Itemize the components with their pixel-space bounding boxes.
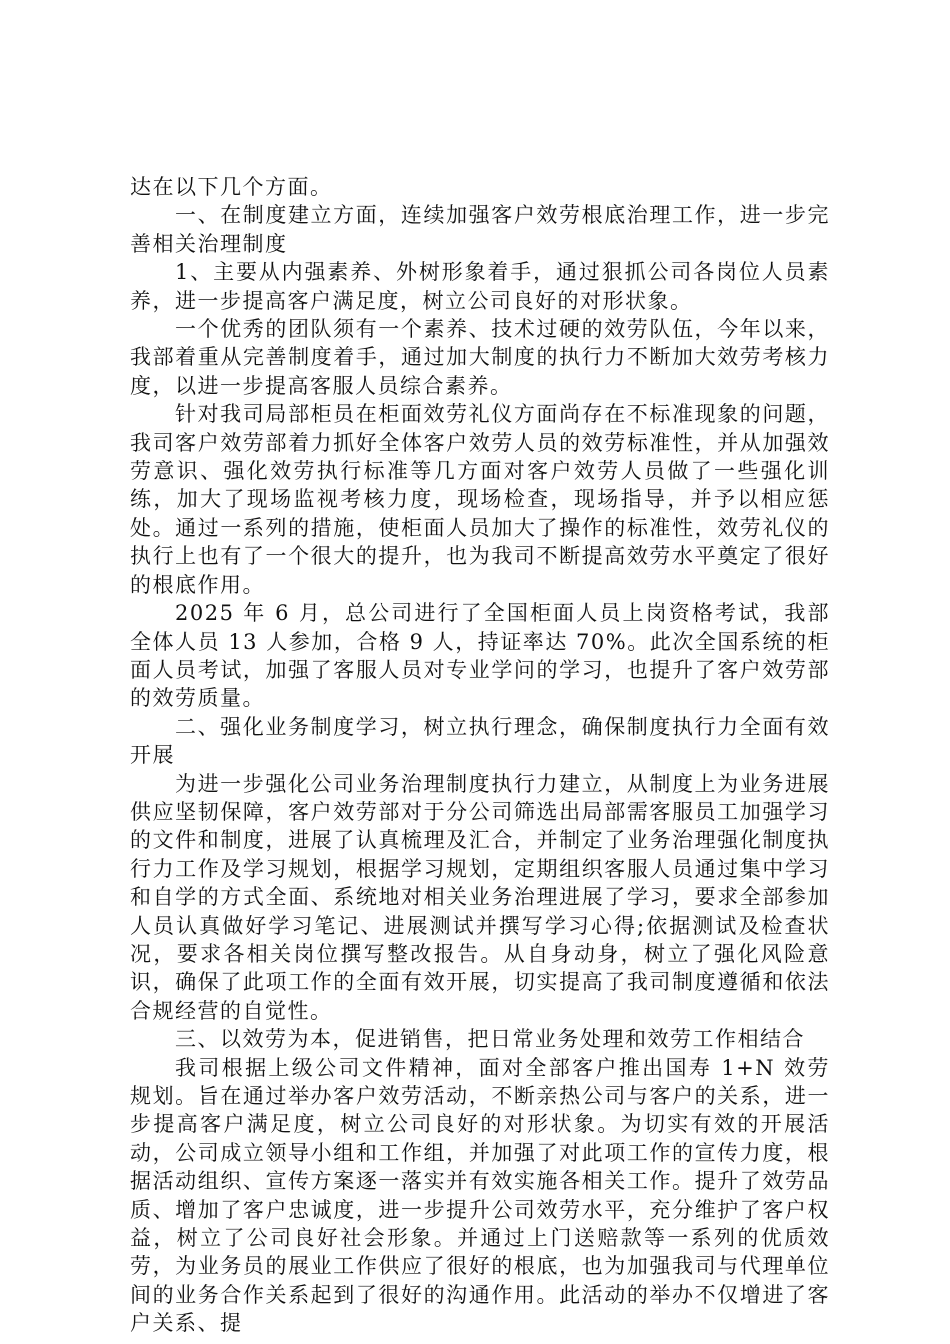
- paragraph-service-plan: 我司根据上级公司文件精神，面对全部客户推出国寿 1+N 效劳规划。旨在通过举办客户效劳活动，不断亲热公司与客户的关系，进一步提高客户满足度，树立公司良好的对形状象。为切实有效的开展活动，公司成立领导小组和工作组，并加强了对此项工作的宣传力度，根据活动组织、宣传方案逐一落实并有效实施各相关工作。提升了效劳品质、增加了客户忠诚度，进一步提升公司效劳水平，充分维护了客户权益，树立了公司良好社会形象。并通过上门送赔款等一系列的优质效劳，为业务员的展业工作供应了很好的根底，也为加强我司与代理单位间的业务合作关系起到了很好的沟通作用。此活动的举办不仅增进了客户关系、提: [130, 1055, 830, 1336]
- paragraph-exam: 2025 年 6 月，总公司进行了全国柜面人员上岗资格考试，我部全体人员 13 人参加，合格 9 人，持证率达 70%。此次全国系统的柜面人员考试，加强了客服人员对专业学问的学习，也提升了客户效劳部的效劳质量。: [130, 601, 830, 711]
- paragraph-counter-service: 针对我司局部柜员在柜面效劳礼仪方面尚存在不标准现象的问题，我司客户效劳部着力抓好全体客户效劳人员的效劳标准性，并从加强效劳意识、强化效劳执行标准等几方面对客户效劳人员做了一些强化训练，加大了现场监视考核力度，现场检查，现场指导，并予以相应惩处。通过一系列的措施，使柜面人员加大了操作的标准性，效劳礼仪的执行上也有了一个很大的提升，也为我司不断提高效劳水平奠定了很好的根底作用。: [130, 402, 830, 597]
- section-heading-2: 二、强化业务制度学习，树立执行理念，确保制度执行力全面有效开展: [130, 714, 830, 768]
- section-heading-1: 一、在制度建立方面，连续加强客户效劳根底治理工作，进一步完善相关治理制度: [130, 203, 830, 256]
- paragraph-team: 一个优秀的团队须有一个素养、技术过硬的效劳队伍，今年以来，我部着重从完善制度着手，通过加大制度的执行力不断加大效劳考核力度，以进一步提高客服人员综合素养。: [130, 317, 830, 398]
- document-body: [130, 173, 830, 1338]
- subsection-1: 1、主要从内强素养、外树形象着手，通过狠抓公司各岗位人员素养，进一步提高客户满足度，树立公司良好的对形状象。: [130, 260, 830, 313]
- paragraph-intro-fragment: 达在以下几个方面。: [130, 175, 333, 199]
- paragraph-system-study: 为进一步强化公司业务治理制度执行力建立，从制度上为业务进展供应坚韧保障，客户效劳部对于分公司筛选出局部需客服员工加强学习的文件和制度，进展了认真梳理及汇合，并制定了业务治理强化制度执行力工作及学习规划，根据学习规划，定期组织客服人员通过集中学习和自学的方式全面、系统地对相关业务治理进展了学习，要求全部参加人员认真做好学习笔记、进展测试并撰写学习心得;依据测试及检查状况，要求各相关岗位撰写整改报告。从自身动身，树立了强化风险意识，确保了此项工作的全面有效开展，切实提高了我司制度遵循和依法合规经营的自觉性。: [130, 771, 830, 1023]
- section-heading-3: 三、以效劳为本，促进销售，把日常业务处理和效劳工作相结合: [175, 1027, 805, 1052]
